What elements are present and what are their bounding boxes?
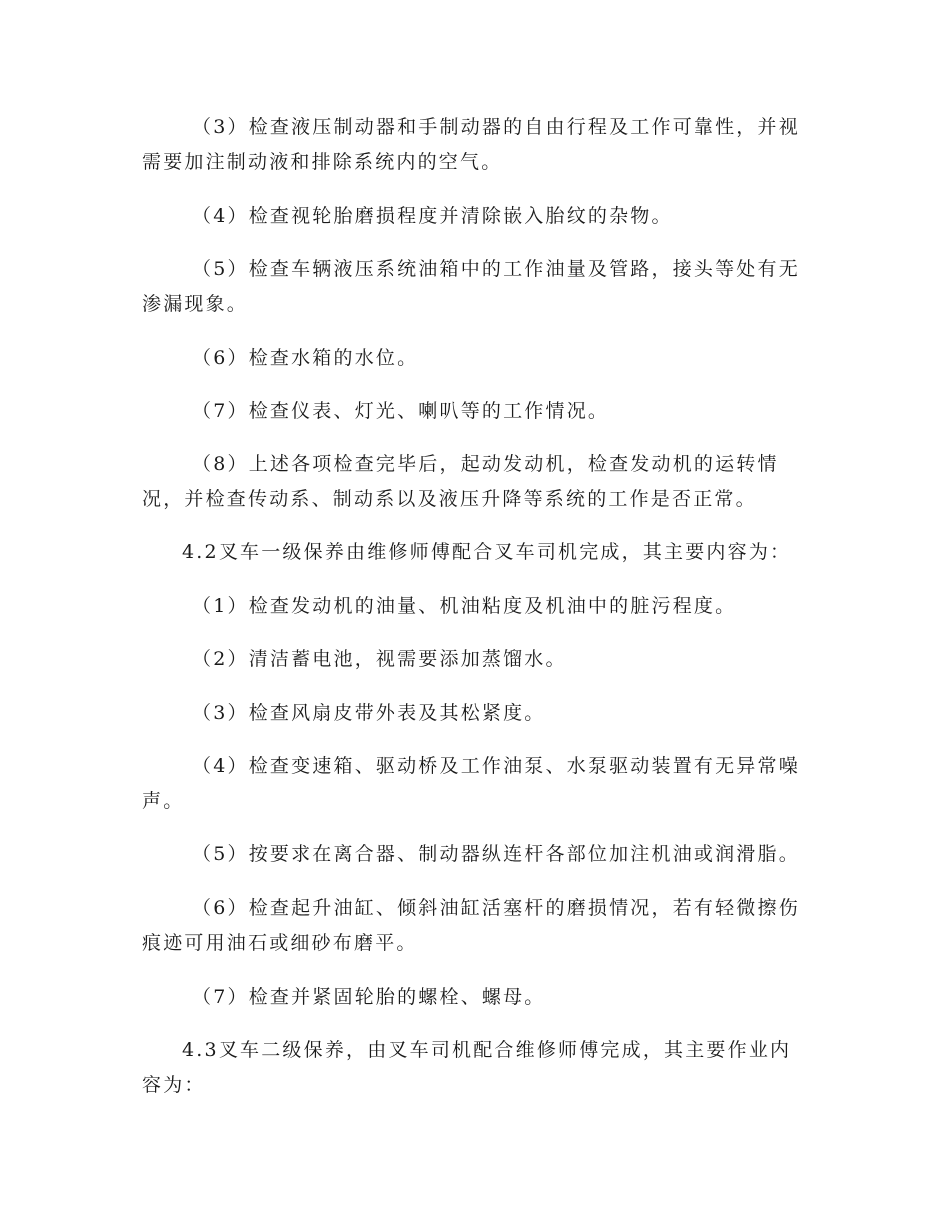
paragraph-line: （6）检查水箱的水位。 (192, 347, 419, 369)
paragraph-line: （3）检查液压制动器和手制动器的自由行程及工作可靠性，并视 (192, 116, 800, 138)
section-heading-4-3: 4.3叉车二级保养，由叉车司机配合维修师傅完成，其主要作业内 (182, 1039, 792, 1061)
paragraph-line: 声。 (142, 790, 185, 812)
paragraph-line: （8）上述各项检查完毕后，起动发动机，检查发动机的运转情 (192, 453, 779, 475)
paragraph-line: （7）检查仪表、灯光、喇叭等的工作情况。 (192, 400, 610, 422)
section-heading-4-2: 4.2叉车一级保养由维修师傅配合叉车司机完成，其主要内容为： (182, 541, 792, 563)
paragraph-line: （4）检查视轮胎磨损程度并清除嵌入胎纹的杂物。 (192, 205, 673, 227)
paragraph-line: （5）按要求在离合器、制动器纵连杆各部位加注机油或润滑脂。 (192, 843, 800, 865)
paragraph-line: 需要加注制动液和排除系统内的空气。 (142, 151, 503, 173)
paragraph-line: 痕迹可用油石或细砂布磨平。 (142, 932, 418, 954)
paragraph-line: （5）检查车辆液压系统油箱中的工作油量及管路，接头等处有无 (192, 258, 800, 280)
paragraph-line: （1）检查发动机的油量、机油粘度及机油中的脏污程度。 (192, 595, 737, 617)
paragraph-line: 况，并检查传动系、制动系以及液压升降等系统的工作是否正常。 (142, 488, 757, 510)
paragraph-line: （6）检查起升油缸、倾斜油缸活塞杆的磨损情况，若有轻微擦伤 (192, 897, 800, 919)
paragraph-line: 容为： (142, 1074, 206, 1096)
paragraph-line: （4）检查变速箱、驱动桥及工作油泵、水泵驱动装置有无异常噪 (192, 755, 800, 777)
paragraph-line: （3）检查风扇皮带外表及其松紧度。 (192, 702, 546, 724)
paragraph-line: 渗漏现象。 (142, 293, 249, 315)
paragraph-line: （7）检查并紧固轮胎的螺栓、螺母。 (192, 986, 546, 1008)
paragraph-line: （2）清洁蓄电池，视需要添加蒸馏水。 (192, 648, 567, 670)
